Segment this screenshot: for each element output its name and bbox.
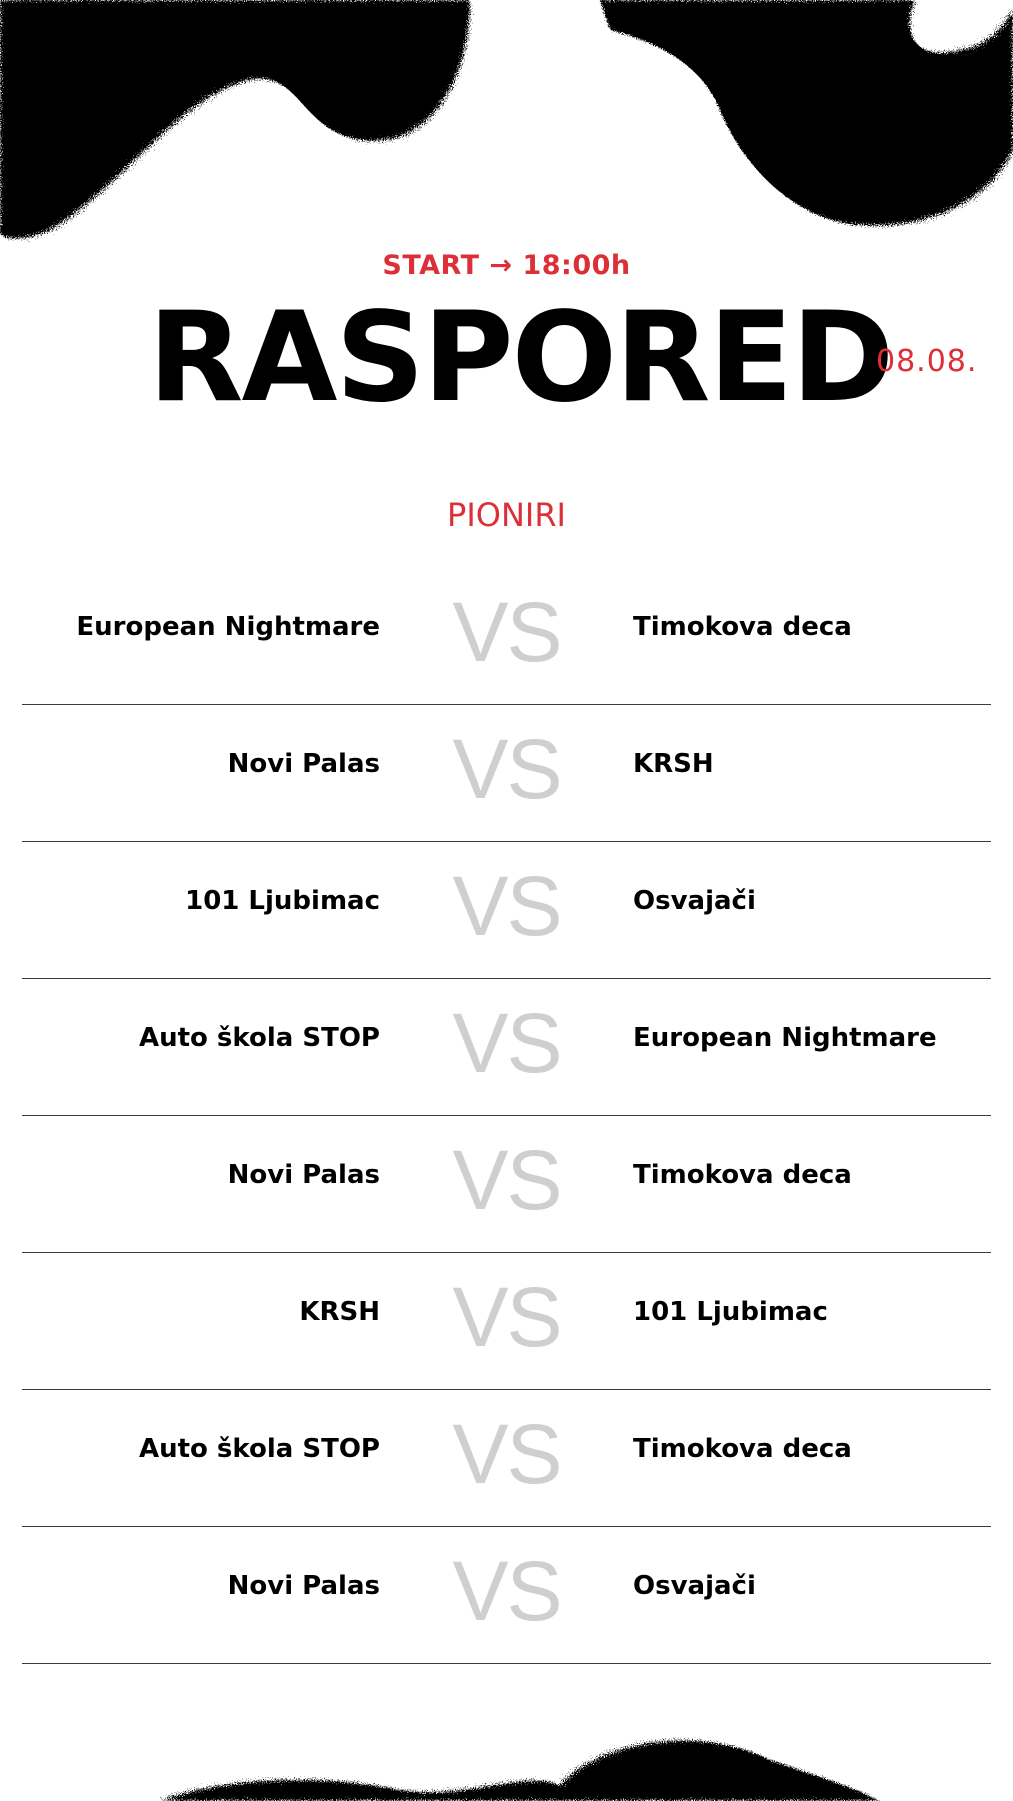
vs-label: VS bbox=[452, 1544, 561, 1638]
match-row bbox=[22, 705, 991, 842]
vs-label: VS bbox=[452, 722, 561, 816]
away-team: Osvajači bbox=[633, 886, 756, 916]
home-team: Novi Palas bbox=[227, 1571, 380, 1601]
match-row bbox=[22, 979, 991, 1116]
vs-label: VS bbox=[452, 859, 561, 953]
vs-label: VS bbox=[452, 996, 561, 1090]
home-team: 101 Ljubimac bbox=[185, 886, 380, 916]
footer-spray-art bbox=[0, 1730, 1013, 1801]
match-row bbox=[22, 1527, 991, 1664]
page-title: RASPORED bbox=[148, 286, 893, 430]
home-team: European Nightmare bbox=[76, 612, 380, 642]
start-time: START → 18:00h bbox=[382, 250, 631, 281]
match-list bbox=[22, 568, 991, 1664]
away-team: 101 Ljubimac bbox=[633, 1297, 828, 1327]
away-team: Timokova deca bbox=[633, 612, 852, 642]
vs-label: VS bbox=[452, 1133, 561, 1227]
match-row bbox=[22, 1390, 991, 1527]
away-team: Timokova deca bbox=[633, 1160, 852, 1190]
home-team: Novi Palas bbox=[227, 749, 380, 779]
vs-label: VS bbox=[452, 1407, 561, 1501]
header-spray-art bbox=[0, 0, 1013, 270]
away-team: KRSH bbox=[633, 749, 714, 779]
match-row bbox=[22, 568, 991, 705]
away-team: European Nightmare bbox=[633, 1023, 937, 1053]
event-date: 08.08. bbox=[876, 344, 978, 379]
match-row bbox=[22, 842, 991, 979]
away-team: Osvajači bbox=[633, 1571, 756, 1601]
match-row bbox=[22, 1253, 991, 1390]
section-title: PIONIRI bbox=[447, 496, 566, 534]
vs-label: VS bbox=[452, 1270, 561, 1364]
vs-label: VS bbox=[452, 585, 561, 679]
match-row bbox=[22, 1116, 991, 1253]
home-team: Auto škola STOP bbox=[138, 1023, 380, 1053]
home-team: KRSH bbox=[299, 1297, 380, 1327]
away-team: Timokova deca bbox=[633, 1434, 852, 1464]
home-team: Auto škola STOP bbox=[138, 1434, 380, 1464]
home-team: Novi Palas bbox=[227, 1160, 380, 1190]
